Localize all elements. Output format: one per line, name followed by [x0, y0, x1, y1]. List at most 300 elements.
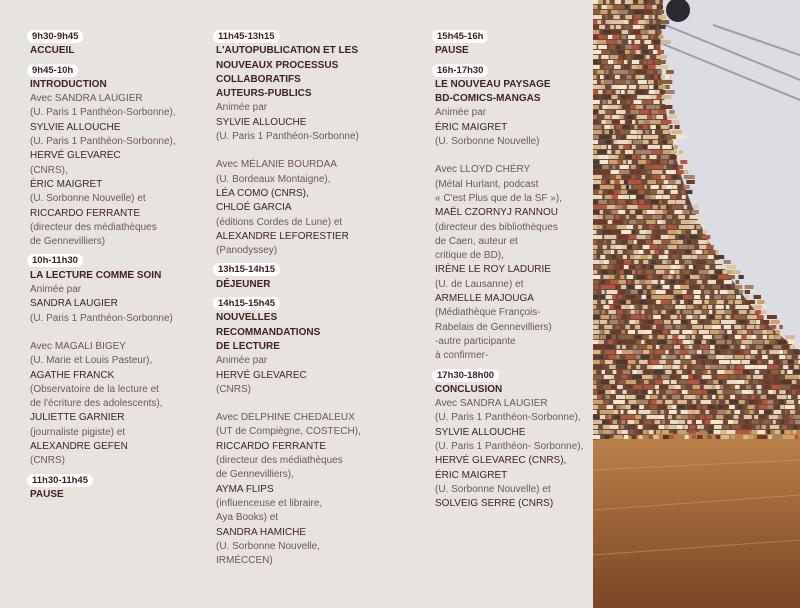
book-spine: [727, 275, 735, 279]
book-spine: [649, 30, 656, 34]
book-spine: [668, 235, 675, 239]
book-spine: [681, 230, 684, 234]
book-spine: [666, 205, 669, 209]
book-spine: [635, 305, 639, 309]
session-title: CONCLUSION: [435, 383, 503, 395]
book-spine: [711, 275, 718, 279]
session-title: AUTEURS-PUBLICS: [216, 88, 312, 100]
book-spine: [769, 350, 780, 354]
book-spine: [756, 385, 761, 389]
book-spine: [643, 145, 648, 149]
speaker-affiliation: Avec DELPHINE CHEDALEUX: [216, 412, 355, 424]
book-spine: [739, 275, 744, 279]
book-spine: [625, 25, 632, 29]
book-spine: [635, 320, 639, 324]
book-spine: [661, 135, 664, 139]
book-spine: [692, 360, 696, 364]
book-spine: [658, 70, 662, 74]
book-spine: [656, 45, 660, 49]
book-spine: [697, 350, 702, 354]
book-spine: [593, 55, 599, 59]
book-spine: [676, 135, 686, 139]
book-spine: [781, 370, 785, 374]
book-spine: [650, 355, 653, 359]
book-spine: [610, 125, 614, 129]
book-spine: [612, 120, 619, 124]
book-spine: [621, 425, 625, 429]
session-time-badge: 16h-17h30: [432, 64, 488, 77]
book-spine: [765, 375, 768, 379]
book-spine: [628, 360, 636, 364]
book-spine: [663, 65, 668, 69]
session-time-badge: 10h-11h30: [27, 254, 83, 267]
book-spine: [615, 285, 619, 289]
book-spine: [634, 240, 637, 244]
book-spine: [630, 305, 633, 309]
book-spine: [653, 330, 664, 334]
book-spine: [647, 170, 651, 174]
book-spine: [719, 395, 724, 399]
book-spine: [621, 230, 632, 234]
book-spine: [748, 330, 752, 334]
book-spine: [692, 255, 697, 259]
session-block: [435, 64, 595, 364]
book-spine: [593, 140, 598, 144]
book-spine: [629, 85, 637, 89]
book-spine: [621, 190, 628, 194]
book-spine: [673, 320, 681, 324]
book-spine: [727, 265, 736, 269]
book-spine: [593, 185, 599, 189]
book-spine: [600, 85, 606, 89]
book-spine: [658, 15, 666, 19]
book-spine: [616, 215, 620, 219]
book-spine: [657, 190, 665, 194]
book-spine: [700, 285, 704, 289]
book-spine: [789, 420, 794, 424]
book-spine: [708, 375, 711, 379]
book-spine: [774, 365, 778, 369]
book-spine: [621, 410, 624, 414]
book-spine: [648, 45, 654, 49]
book-spine: [610, 45, 615, 49]
book-spine: [626, 285, 633, 289]
book-spine: [655, 60, 659, 64]
book-spine: [677, 425, 688, 429]
speaker-affiliation: (directeur des médiathèques: [216, 455, 343, 467]
book-spine: [683, 310, 692, 314]
book-spine: [763, 335, 767, 339]
book-spine: [616, 175, 621, 179]
book-spine: [684, 205, 688, 209]
book-spine: [639, 85, 648, 89]
book-spine: [693, 205, 698, 209]
book-spine: [615, 80, 626, 84]
book-spine: [639, 360, 648, 364]
book-spine: [671, 150, 677, 154]
book-spine: [620, 130, 630, 134]
book-spine: [702, 235, 711, 239]
session-title: PAUSE: [30, 488, 64, 500]
book-spine: [658, 405, 668, 409]
book-spine: [602, 420, 610, 424]
book-spine: [682, 360, 691, 364]
book-spine: [745, 365, 754, 369]
book-spine: [661, 290, 666, 294]
book-spine: [710, 420, 720, 424]
book-spine: [753, 400, 759, 404]
book-spine: [691, 320, 698, 324]
book-spine: [747, 375, 751, 379]
book-spine: [610, 320, 618, 324]
book-spine: [615, 55, 618, 59]
book-spine: [629, 70, 634, 74]
book-spine: [664, 250, 668, 254]
book-spine: [634, 20, 638, 24]
speaker-affiliation: Animée par: [216, 102, 268, 114]
book-spine: [657, 400, 663, 404]
book-spine: [632, 155, 636, 159]
book-spine: [714, 270, 722, 274]
book-spine: [605, 110, 613, 114]
book-spine: [680, 325, 684, 329]
book-spine: [686, 280, 689, 284]
book-spine: [716, 435, 721, 439]
book-spine: [675, 350, 681, 354]
book-spine: [792, 385, 800, 389]
book-spine: [601, 80, 605, 84]
book-spine: [646, 160, 650, 164]
book-spine: [641, 310, 644, 314]
book-spine: [753, 305, 764, 309]
book-spine: [633, 30, 640, 34]
book-spine: [739, 290, 743, 294]
book-spine: [734, 370, 743, 374]
book-spine: [606, 345, 615, 349]
book-spine: [762, 355, 768, 359]
book-spine: [593, 105, 599, 109]
book-spine: [616, 365, 627, 369]
book-spine: [738, 315, 745, 319]
book-spine: [655, 0, 659, 4]
book-spine: [643, 305, 648, 309]
book-spine: [769, 335, 775, 339]
book-spine: [689, 285, 696, 289]
book-spine: [599, 190, 603, 194]
book-spine: [620, 320, 625, 324]
book-spine: [612, 290, 617, 294]
book-spine: [612, 135, 616, 139]
speaker-name: HERVÉ GLEVAREC (CNRS),: [435, 455, 567, 467]
book-spine: [641, 30, 650, 34]
book-spine: [659, 200, 662, 204]
book-spine: [650, 190, 657, 194]
book-spine: [613, 40, 618, 44]
book-spine: [776, 360, 780, 364]
book-spine: [627, 115, 634, 119]
book-spine: [701, 400, 712, 404]
book-spine: [669, 280, 675, 284]
book-spine: [633, 0, 638, 4]
book-spine: [668, 230, 678, 234]
book-spine: [682, 210, 689, 214]
book-spine: [652, 280, 658, 284]
book-spine: [593, 375, 602, 379]
book-spine: [644, 330, 651, 334]
book-spine: [606, 70, 609, 74]
book-spine: [747, 425, 751, 429]
session-block: [216, 30, 396, 258]
book-spine: [660, 40, 671, 44]
speaker-affiliation: de Gennevilliers): [30, 236, 106, 248]
book-spine: [646, 395, 651, 399]
session-time-badge: 11h45-13h15: [213, 30, 280, 43]
book-spine: [651, 110, 658, 114]
book-spine: [624, 260, 631, 264]
book-spine: [644, 380, 649, 384]
book-spine: [762, 320, 769, 324]
book-spine: [625, 95, 629, 99]
book-spine: [601, 280, 605, 284]
book-spine: [617, 345, 621, 349]
book-spine: [609, 200, 614, 204]
book-spine: [598, 40, 607, 44]
book-spine: [656, 55, 667, 59]
book-spine: [636, 265, 640, 269]
speaker-affiliation: (Métal Hurlant, podcast: [435, 178, 539, 190]
book-spine: [639, 420, 643, 424]
book-spine: [641, 155, 646, 159]
book-spine: [692, 315, 698, 319]
book-spine: [652, 170, 660, 174]
book-spine: [612, 330, 622, 334]
book-spine: [644, 120, 651, 124]
book-spine: [669, 160, 674, 164]
book-spine: [608, 300, 613, 304]
book-spine: [602, 95, 611, 99]
book-spine: [725, 400, 729, 404]
book-spine: [721, 320, 729, 324]
book-spine: [720, 345, 728, 349]
book-spine: [605, 415, 610, 419]
book-spine: [593, 265, 601, 269]
book-spine: [634, 15, 641, 19]
book-spine: [643, 215, 652, 219]
book-spine: [651, 150, 661, 154]
book-spine: [626, 355, 635, 359]
book-spine: [636, 180, 641, 184]
book-spine: [631, 170, 636, 174]
book-spine: [756, 345, 763, 349]
book-spine: [776, 330, 780, 334]
book-spine: [603, 400, 608, 404]
session-block: [435, 30, 595, 59]
book-spine: [626, 335, 633, 339]
book-spine: [599, 330, 603, 334]
book-spine: [617, 20, 624, 24]
book-spine: [622, 30, 629, 34]
book-spine: [677, 370, 683, 374]
book-spine: [609, 275, 615, 279]
book-spine: [635, 415, 641, 419]
book-spine: [674, 145, 678, 149]
book-spine: [771, 370, 779, 374]
book-spine: [677, 405, 685, 409]
book-spine: [593, 350, 601, 354]
book-spine: [730, 400, 739, 404]
book-spine: [714, 425, 722, 429]
book-spine: [707, 370, 711, 374]
book-spine: [671, 130, 682, 134]
book-spine: [651, 185, 659, 189]
book-spine: [653, 370, 663, 374]
book-spine: [618, 85, 627, 89]
book-spine: [660, 415, 665, 419]
book-spine: [739, 320, 747, 324]
book-spine: [623, 390, 627, 394]
book-spine: [600, 255, 605, 259]
book-spine: [593, 355, 598, 359]
book-spine: [593, 285, 598, 289]
book-spine: [593, 95, 599, 99]
book-spine: [655, 235, 661, 239]
book-spine: [601, 300, 606, 304]
book-spine: [666, 70, 674, 74]
book-spine: [643, 140, 649, 144]
book-spine: [657, 180, 663, 184]
book-spine: [612, 220, 622, 224]
book-spine: [661, 175, 666, 179]
book-spine: [630, 130, 637, 134]
book-spine: [624, 435, 629, 439]
book-spine: [637, 115, 648, 119]
book-spine: [622, 55, 625, 59]
book-spine: [679, 150, 683, 154]
book-spine: [658, 30, 661, 34]
book-spine: [717, 375, 727, 379]
book-spine: [593, 410, 597, 414]
book-spine: [612, 35, 618, 39]
book-spine: [717, 410, 727, 414]
book-spine: [659, 385, 670, 389]
book-spine: [643, 245, 650, 249]
book-spine: [660, 280, 664, 284]
book-spine: [609, 365, 616, 369]
book-spine: [620, 165, 629, 169]
book-spine: [617, 225, 627, 229]
book-spine: [619, 400, 625, 404]
book-spine: [624, 20, 629, 24]
book-spine: [598, 340, 603, 344]
session-time-badge: 15h45-16h: [432, 30, 488, 43]
book-spine: [753, 375, 763, 379]
book-spine: [747, 315, 757, 319]
book-spine: [603, 135, 610, 139]
book-spine: [667, 260, 672, 264]
book-spine: [685, 250, 690, 254]
book-spine: [611, 20, 618, 24]
book-spine: [716, 400, 719, 404]
book-spine: [623, 125, 630, 129]
book-spine: [627, 275, 634, 279]
book-spine: [650, 135, 659, 139]
book-spine: [620, 300, 627, 304]
book-spine: [625, 0, 633, 4]
book-spine: [764, 345, 771, 349]
book-spine: [788, 340, 795, 344]
book-spine: [653, 310, 658, 314]
book-spine: [593, 380, 597, 384]
book-spine: [719, 360, 730, 364]
speaker-name: SYLVIE ALLOUCHE: [30, 121, 121, 133]
book-spine: [663, 130, 670, 134]
book-spine: [608, 145, 611, 149]
book-spine: [610, 425, 619, 429]
book-spine: [646, 340, 650, 344]
book-spine: [679, 235, 685, 239]
book-spine: [626, 200, 630, 204]
book-spine: [629, 340, 637, 344]
book-spine: [608, 265, 614, 269]
book-spine: [628, 415, 636, 419]
book-spine: [593, 370, 596, 374]
book-spine: [617, 340, 621, 344]
book-spine: [604, 330, 609, 334]
book-spine: [637, 370, 643, 374]
book-spine: [634, 260, 639, 264]
book-spine: [752, 340, 763, 344]
book-spine: [775, 435, 780, 439]
book-spine: [593, 425, 598, 429]
book-spine: [714, 295, 721, 299]
speaker-affiliation: (journaliste pigiste) et: [30, 426, 126, 438]
book-spine: [706, 415, 712, 419]
book-spine: [593, 80, 597, 84]
book-spine: [617, 100, 620, 104]
book-spine: [650, 245, 657, 249]
speaker-name: RICCARDO FERRANTE: [216, 440, 327, 452]
book-spine: [649, 425, 659, 429]
book-spine: [661, 155, 669, 159]
books-wall-photo: [593, 0, 800, 608]
speaker-affiliation: (influenceuse et libraire,: [216, 497, 323, 509]
book-spine: [768, 435, 772, 439]
book-spine: [644, 185, 647, 189]
book-spine: [778, 415, 782, 419]
book-spine: [611, 185, 614, 189]
book-spine: [782, 425, 787, 429]
program-column-3: [435, 30, 595, 517]
book-spine: [699, 355, 708, 359]
book-spine: [608, 190, 615, 194]
book-spine: [612, 235, 616, 239]
book-spine: [736, 295, 741, 299]
book-spine: [692, 335, 696, 339]
speaker-name: SANDRA LAUGIER: [30, 298, 118, 310]
book-spine: [686, 180, 695, 184]
book-spine: [681, 385, 686, 389]
book-spine: [653, 240, 661, 244]
book-spine: [651, 360, 661, 364]
book-spine: [689, 225, 694, 229]
session-block: [216, 297, 396, 568]
book-spine: [683, 185, 689, 189]
session-time-badge: 9h30-9h45: [27, 30, 83, 43]
book-spine: [704, 250, 708, 254]
book-spine: [635, 335, 642, 339]
book-spine: [651, 295, 660, 299]
book-spine: [626, 215, 629, 219]
